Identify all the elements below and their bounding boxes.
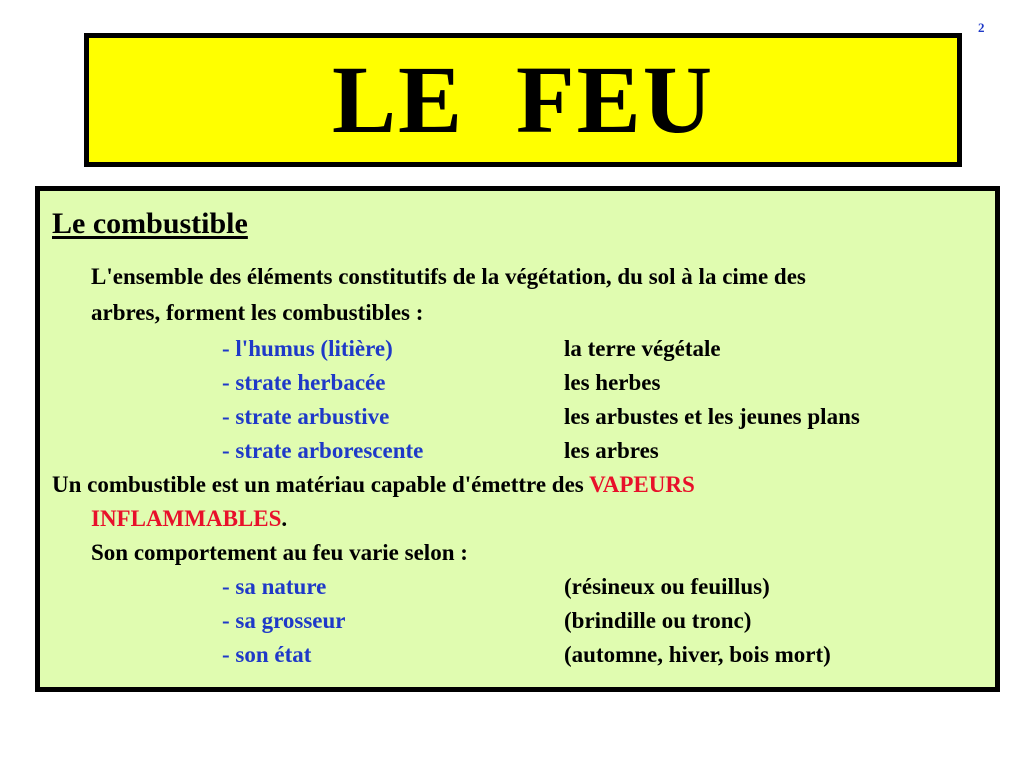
- strata-term-herbacee: - strate herbacée: [222, 370, 386, 395]
- factor-desc-etat: (automne, hiver, bois mort): [564, 642, 831, 667]
- strata-term-arborescente: - strate arborescente: [222, 438, 424, 463]
- content-panel: [35, 186, 1000, 692]
- strata-desc-arbustive: les arbustes et les jeunes plans: [564, 404, 860, 429]
- definition-text: Un combustible est un matériau capable d'émettre des: [52, 472, 590, 497]
- definition-line-2: [91, 507, 287, 530]
- intro-line-1: L'ensemble des éléments constitutifs de la végétation, du sol à la cime des: [91, 264, 806, 289]
- strata-term-arbustive: - strate arbustive: [222, 404, 390, 429]
- title-banner: [84, 33, 962, 167]
- factor-term-grosseur: - sa grosseur: [222, 608, 346, 633]
- page-number: 2: [978, 20, 985, 35]
- strata-term-humus: - l'humus (litière): [222, 336, 393, 361]
- intro-line-2: arbres, forment les combustibles :: [91, 300, 424, 325]
- slide-title: LE FEU: [331, 46, 715, 153]
- strata-desc-humus: la terre végétale: [564, 336, 721, 361]
- definition-line-1: [52, 473, 695, 496]
- factor-term-etat: - son état: [222, 642, 312, 667]
- strata-desc-herbacee: les herbes: [564, 370, 661, 395]
- factor-desc-grosseur: (brindille ou tronc): [564, 608, 752, 633]
- definition-period: .: [281, 506, 288, 531]
- strata-desc-arborescente: les arbres: [564, 438, 659, 463]
- section-heading: Le combustible: [52, 207, 248, 240]
- factor-term-nature: - sa nature: [222, 574, 327, 599]
- highlight-vapeurs: VAPEURS: [589, 472, 695, 497]
- factor-desc-nature: (résineux ou feuillus): [564, 574, 770, 599]
- behavior-intro: Son comportement au feu varie selon :: [91, 540, 468, 565]
- highlight-inflammables: INFLAMMABLES: [91, 506, 282, 531]
